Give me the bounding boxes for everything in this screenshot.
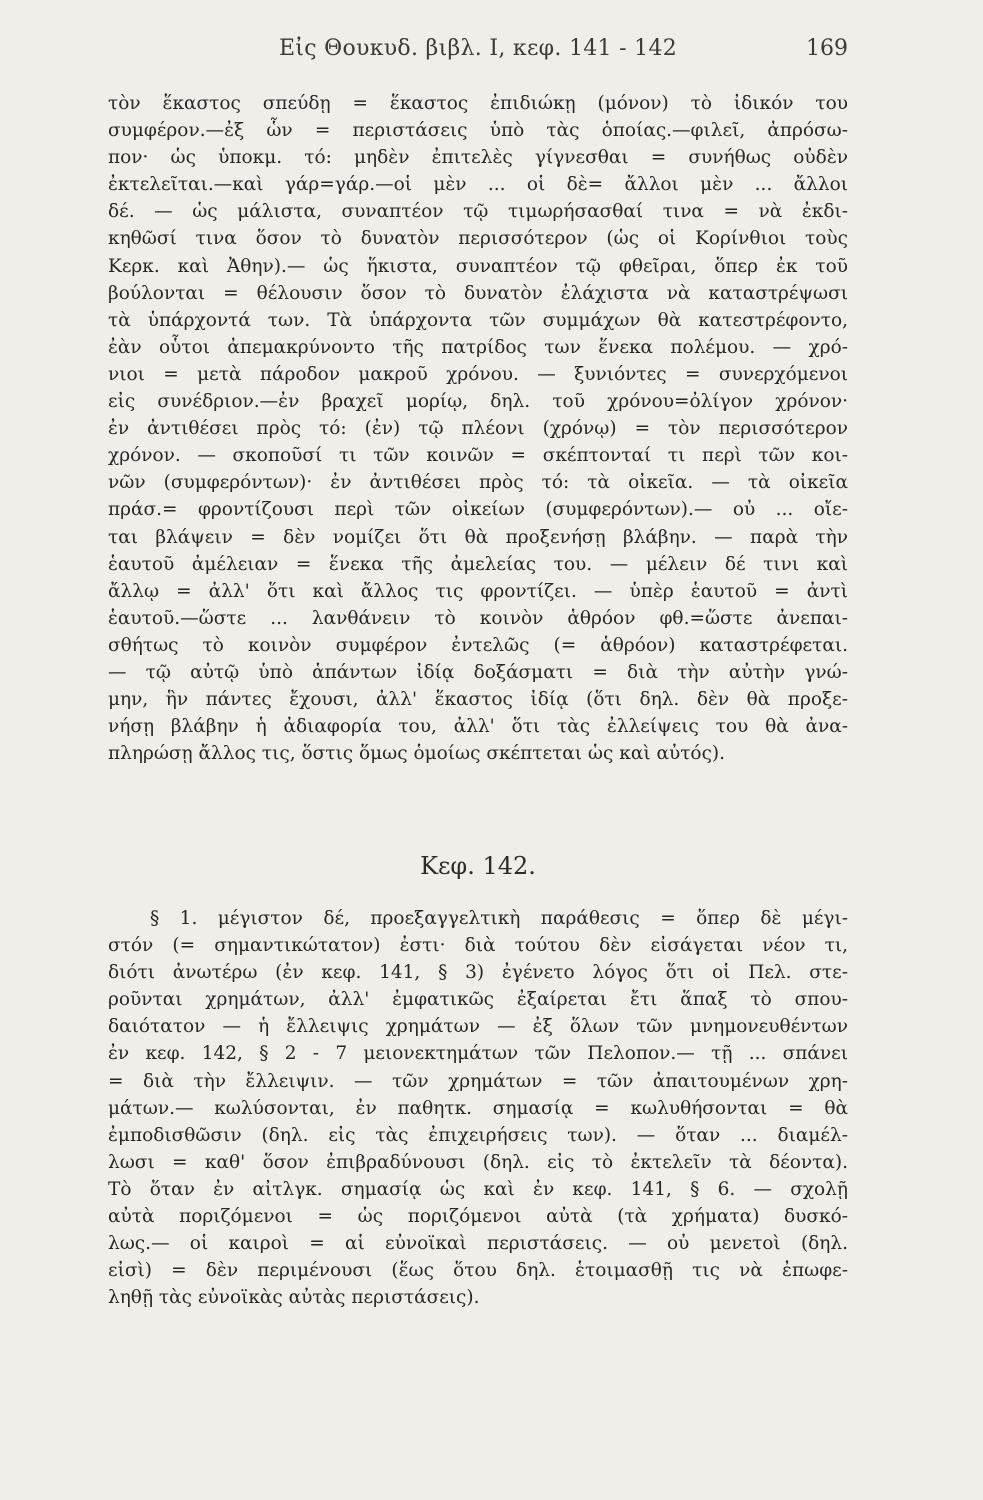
running-header <box>108 36 848 76</box>
text-line: νῶν (συμφερόντων)· ἐν ἀντιθέσει πρὸς τό: τὰ οἰκεῖα. — τὰ οἰκεῖα <box>108 472 848 494</box>
text-line: Τὸ ὅταν ἐν αἰτλγκ. σημασίᾳ ὡς καὶ ἐν κεφ. 141, § 6. — σχολῇ <box>108 1178 848 1200</box>
text-line: ἐὰν οὗτοι ἀπεμακρύνοντο τῆς πατρίδος των ἕνεκα πολέμου. — χρό- <box>108 336 848 358</box>
running-title: Εἰς Θουκυδ. βιβλ. Ι, κεφ. 141 - 142 <box>278 36 678 61</box>
text-line: μάτων.— κωλύσονται, ἐν παθητκ. σημασίᾳ = κωλυθήσονται = θὰ <box>108 1097 848 1119</box>
chapter-heading: Κεφ. 142. <box>420 852 536 880</box>
text-line: μην, ἣν πάντες ἔχουσι, ἀλλ' ἕκαστος ἰδίᾳ (ὅτι δηλ. δὲν θὰ προξε- <box>108 689 848 711</box>
commentary-chapter-142 <box>108 905 848 1311</box>
text-line: = διὰ τὴν ἔλλειψιν. — τῶν χρημάτων = τῶν ἀπαιτουμένων χρη- <box>108 1070 848 1092</box>
text-line: σθήτως τὸ κοινὸν συμφέρον ἐντελῶς (= ἁθρόον) καταστρέφεται. <box>108 634 848 656</box>
text-line: πληρώσῃ ἄλλος τις, ὅστις ὅμως ὁμοίως σκέπτεται ὡς καὶ αὐτός). <box>108 743 726 765</box>
text-line: ληθῇ τὰς εὐνοϊκὰς αὐτὰς περιστάσεις). <box>108 1287 480 1309</box>
text-line: — τῷ αὐτῷ ὑπὸ ἁπάντων ἰδίᾳ δοξάσματι = διὰ τὴν αὐτὴν γνώ- <box>108 661 848 683</box>
text-line: τὰ ὑπάρχοντά των. Τὰ ὑπάρχοντα τῶν συμμάχων θὰ κατεστρέφοντο, <box>108 309 848 331</box>
text-line: ἐν κεφ. 142, § 2 - 7 μειονεκτημάτων τῶν Πελοπον.— τῇ ... σπάνει <box>108 1043 848 1065</box>
text-line: πον· ὡς ὑποκμ. τό: μηδὲν ἐπιτελὲς γίγνεσθαι = συνήθως οὐδὲν <box>108 147 848 169</box>
text-line: ἑαυτοῦ.—ὥστε ... λανθάνειν τὸ κοινὸν ἁθρόον φθ.=ὥστε ἀνεπαι- <box>108 607 848 629</box>
text-line: δαιότατον — ἡ ἔλλειψις χρημάτων — ἐξ ὅλων τῶν μνημονευθέντων <box>108 1016 848 1038</box>
text-line: Κερκ. καὶ Ἀθην).— ὡς ἥκιστα, συναπτέον τῷ φθεῖραι, ὅπερ ἐκ τοῦ <box>108 255 848 277</box>
commentary-chapter-141 <box>108 90 848 767</box>
text-line: συμφέρον.—ἐξ ὧν = περιστάσεις ὑπὸ τὰς ὁποίας.—φιλεῖ, ἀπρόσω- <box>108 120 848 142</box>
text-line: λωσι = καθ' ὅσον ἐπιβραδύνουσι (δηλ. εἰς τὸ ἐκτελεῖν τὰ δέοντα). <box>108 1151 848 1173</box>
text-line: ἐμποδισθῶσιν (δηλ. εἰς τὰς ἐπιχειρήσεις των). — ὅταν ... διαμέλ- <box>108 1124 848 1146</box>
page-number: 169 <box>806 36 848 61</box>
text-line: διότι ἀνωτέρω (ἐν κεφ. 141, § 3) ἐγένετο λόγος ὅτι οἱ Πελ. στε- <box>108 962 848 984</box>
text-line: ται βλάψειν = δὲν νομίζει ὅτι θὰ προξενήσῃ βλάβην. — παρὰ τὴν <box>108 526 848 548</box>
text-line: ροῦνται χρημάτων, ἀλλ' ἐμφατικῶς ἐξαίρεται ἔτι ἅπαξ τὸ σπου- <box>108 989 848 1011</box>
text-line: αὐτὰ ποριζόμενοι = ὡς ποριζόμενοι αὐτὰ (τὰ χρήματα) δυσκό- <box>108 1206 848 1228</box>
text-line: δέ. — ὡς μάλιστα, συναπτέον τῷ τιμωρήσασθαί τινα = νὰ ἐκδι- <box>108 201 848 223</box>
text-line: πράσ.= φροντίζουσι περὶ τῶν οἰκείων (συμφερόντων).— οὐ ... οἴε- <box>108 499 848 521</box>
text-line: εἰς συνέδριον.—ἐν βραχεῖ μορίῳ, δηλ. τοῦ χρόνου=ὀλίγον χρόνον· <box>108 391 848 413</box>
text-line: χρόνον. — σκοποῦσί τι τῶν κοινῶν = σκέπτονταί τι περὶ τῶν κοι- <box>108 445 848 467</box>
text-line: στόν (= σημαντικώτατον) ἐστι· διὰ τούτου δὲν εἰσάγεται νέον τι, <box>108 935 848 957</box>
text-line: § 1. μέγιστον δέ, προεξαγγελτικὴ παράθεσις = ὅπερ δὲ μέγι- <box>150 908 848 929</box>
text-line: εἰσὶ) = δὲν περιμένουσι (ἕως ὅτου δηλ. ἑτοιμασθῇ τις νὰ ἐπωφε- <box>108 1260 848 1282</box>
text-line: τὸν ἕκαστος σπεύδῃ = ἕκαστος ἐπιδιώκῃ (μόνον) τὸ ἰδικόν του <box>108 93 848 114</box>
text-line: νιοι = μετὰ πάροδον μακροῦ χρόνου. — ξυνιόντες = συνερχόμενοι <box>108 363 848 385</box>
text-line: ἄλλῳ = ἀλλ' ὅτι καὶ ἄλλος τις φροντίζει. — ὑπὲρ ἑαυτοῦ = ἀντὶ <box>108 580 848 602</box>
text-line: βούλονται = θέλουσιν ὅσον τὸ δυνατὸν ἐλάχιστα νὰ καταστρέψωσι <box>108 282 848 304</box>
text-line: ἐν ἀντιθέσει πρὸς τό: (ἐν) τῷ πλέονι (χρόνῳ) = τὸν περισσότερον <box>108 418 848 440</box>
text-line: λως.— οἱ καιροὶ = αἱ εὐνοϊκαὶ περιστάσεις. — οὐ μενετοὶ (δηλ. <box>108 1233 848 1255</box>
text-line: νήσῃ βλάβην ἡ ἀδιαφορία του, ἀλλ' ὅτι τὰς ἐλλείψεις του θὰ ἀνα- <box>108 716 848 738</box>
text-line: ἑαυτοῦ ἀμέλειαν = ἕνεκα τῆς ἀμελείας του. — μέλειν δέ τινι καὶ <box>108 553 848 575</box>
text-line: κηθῶσί τινα ὅσον τὸ δυνατὸν περισσότερον (ὡς οἱ Κορίνθιοι τοὺς <box>108 228 848 250</box>
text-line: ἐκτελεῖται.—καὶ γάρ=γάρ.—οἱ μὲν ... οἱ δὲ= ἄλλοι μὲν ... ἄλλοι <box>108 174 848 196</box>
